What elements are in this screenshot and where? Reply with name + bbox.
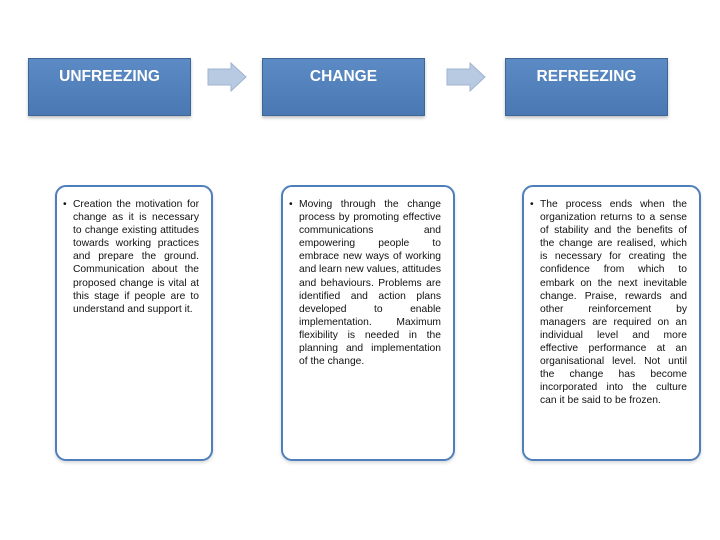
change-description-box bbox=[281, 185, 455, 461]
change-description: • Moving through the change process by promoting effective communications and empowering people to embrace new ways of working and learn new values, attitudes and behaviours. Problems are identified and action plans developed to enable implementation. Maximum flexibility is needed in the planning and implementation of the change. bbox=[289, 198, 441, 368]
stage-refreezing: REFREEZING bbox=[505, 58, 668, 116]
stage-change: CHANGE bbox=[262, 58, 425, 116]
right-arrow-icon bbox=[207, 62, 247, 92]
right-arrow-icon bbox=[446, 62, 486, 92]
unfreezing-description: • Creation the motivation for change as it is necessary to change existing attitudes towards working practices and prepare the ground. Communication about the proposed change is vital at this stage if people are to understand and support it. bbox=[63, 198, 199, 316]
unfreezing-description-box bbox=[55, 185, 213, 461]
stage-unfreezing: UNFREEZING bbox=[28, 58, 191, 116]
refreezing-description: • The process ends when the organization returns to a sense of stability and the benefits of the change are realised, which is necessary for creating the confidence from which to embark on the next inevitable change. Praise, rewards and other reinforcement by managers are required on an individual level and more effective performance at an organisational level. Not until the change has become incorporated into the culture can it be said to be frozen. bbox=[530, 198, 687, 408]
refreezing-description-box bbox=[522, 185, 701, 461]
